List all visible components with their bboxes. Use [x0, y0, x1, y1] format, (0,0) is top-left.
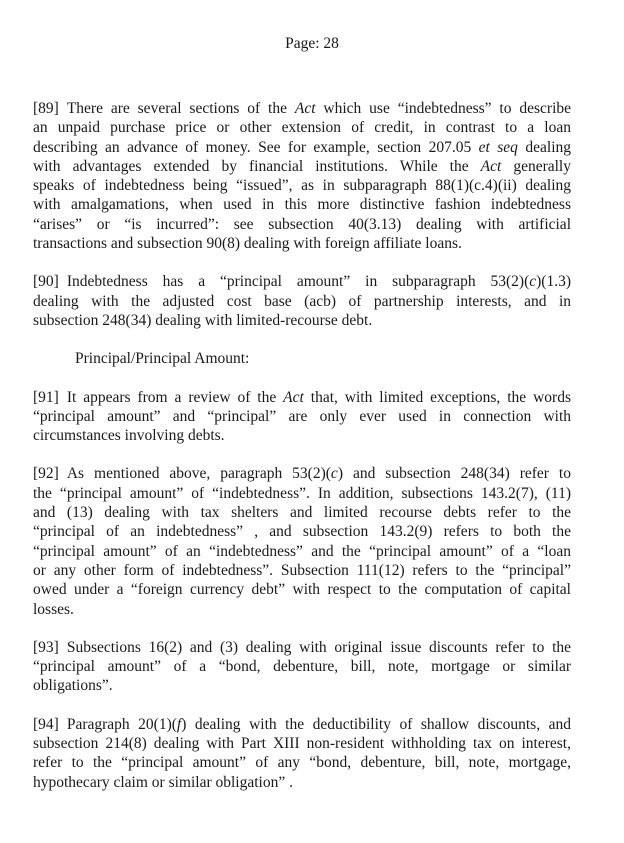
text-line: [92] As mentioned above, paragraph 53(2)(c) and subsection 248(34) refer to: [33, 465, 571, 483]
paragraph-93: [33, 638, 571, 696]
text-line: transactions and subsection 90(8) dealing with foreign affiliate loans.: [33, 235, 462, 253]
paragraph-90: [33, 272, 571, 330]
text-line: dealing with the adjusted cost base (acb) of partnership interests, and in: [33, 292, 571, 310]
section-heading: Principal/Principal Amount:: [75, 350, 250, 368]
text-line: [91] It appears from a review of the Act that, with limited exceptions, the words: [33, 388, 571, 406]
text-line: [93] Subsections 16(2) and (3) dealing with original issue discounts refer to the: [33, 638, 571, 656]
page-header: Page: 28: [285, 35, 339, 52]
text-line: [90] Indebtedness has a “principal amount” in subparagraph 53(2)(c)(1.3): [33, 273, 571, 291]
text-line: “principal of an indebtedness” , and subsection 143.2(9) refers to both the: [33, 523, 571, 541]
paragraph-92: [33, 464, 571, 618]
text-line: owed under a “foreign currency debt” with respect to the computation of capital: [33, 581, 571, 599]
text-line: speaks of indebtedness being “issued”, as in subparagraph 88(1)(c.4)(ii) dealing: [33, 177, 571, 195]
paragraph-number: [89]: [33, 100, 59, 117]
paragraph-89: [33, 99, 571, 253]
paragraph-number: [90]: [33, 273, 59, 291]
text-line: obligations”.: [33, 677, 113, 695]
paragraph-number: [91]: [33, 388, 59, 406]
text-line: describing an advance of money. See for example, section 207.05 et seq dealing: [33, 138, 571, 156]
paragraph-number: [93]: [33, 638, 59, 656]
text-line: the “principal amount” of “indebtedness”. In addition, subsections 143.2(7), (11): [33, 484, 571, 502]
italic-term: Act: [283, 388, 304, 406]
paragraph-91: [33, 388, 571, 446]
text-line: or any other form of indebtedness”. Subsection 111(12) refers to the “principal”: [33, 561, 571, 579]
italic-term: Act: [480, 157, 502, 175]
text-line: circumstances involving debts.: [33, 427, 225, 445]
text-line: subsection 214(8) dealing with Part XIII non-resident withholding tax on interest,: [33, 735, 571, 753]
text-line: refer to the “principal amount” of any “bond, debenture, bill, note, mortgage,: [33, 754, 571, 772]
italic-term: c: [529, 273, 537, 291]
paragraph-group-1: [33, 99, 571, 330]
text-line: [89] There are several sections of the Act which use “indebtedness” to describe: [33, 100, 572, 117]
document-body: [33, 99, 571, 811]
text-line: with advantages extended by financial institutions. While the Act generally: [33, 157, 571, 175]
text-line: “principal amount” and “principal” are only ever used in connection with: [33, 407, 571, 425]
text-line: subsection 248(34) dealing with limited-recourse debt.: [33, 311, 373, 329]
italic-term: f: [176, 715, 182, 733]
italic-term: Act: [294, 100, 316, 117]
text-line: “principal amount” of an “indebtedness” and the “principal amount” of a “loan: [33, 542, 571, 560]
paragraph-number: [94]: [33, 715, 59, 733]
paragraph-group-2: [33, 388, 571, 792]
text-line: and (13) dealing with tax shelters and limited recourse debts refer to the: [33, 504, 571, 522]
italic-term: c: [330, 465, 338, 483]
text-line: hypothecary claim or similar obligation” .: [33, 773, 293, 791]
text-line: with amalgamations, when used in this more distinctive fashion indebtedness: [33, 196, 571, 214]
text-line: losses.: [33, 600, 74, 618]
paragraph-number: [92]: [33, 465, 59, 483]
paragraph-94: [33, 715, 571, 792]
text-line: [94] Paragraph 20(1)(f) dealing with the deductibility of shallow discounts, and: [33, 715, 571, 733]
text-line: an unpaid purchase price or other extension of credit, in contrast to a loan: [33, 119, 571, 137]
text-line: “principal amount” of a “bond, debenture, bill, note, mortgage or similar: [33, 658, 571, 676]
italic-term: et seq: [478, 138, 518, 156]
text-line: “arises” or “is incurred”: see subsection 40(3.13) dealing with artificial: [33, 215, 571, 233]
